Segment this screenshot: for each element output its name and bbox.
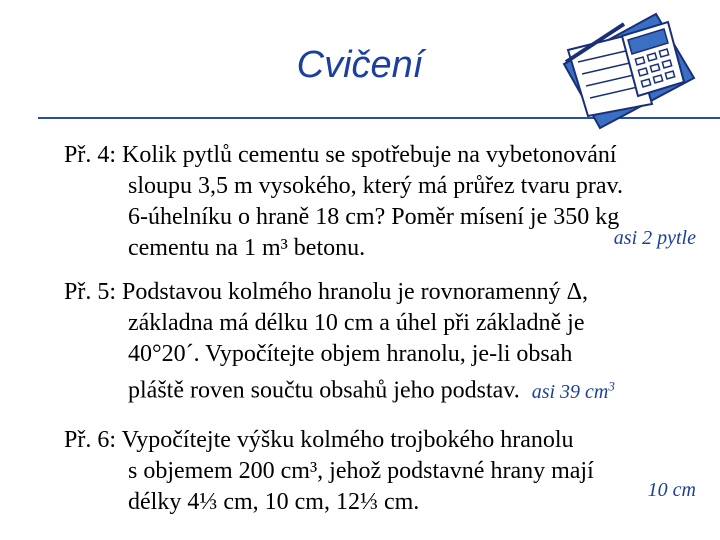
problem-5-line-2: základna má délku 10 cm a úhel při základně je — [128, 310, 585, 336]
problem-5-line-1: Podstavou kolmého hranolu je rovnoramenný Δ, — [122, 279, 589, 305]
problem-6-answer: 10 cm — [647, 479, 696, 501]
slide-title: Cvičení — [296, 44, 424, 86]
problem-6-line-2: s objemem 200 cm³, jehož podstavné hrany mají — [128, 458, 594, 484]
calculator-and-paper-icon — [560, 12, 698, 130]
problem-6 — [64, 425, 714, 518]
problem-6-label: Př. 6: — [64, 427, 117, 453]
problem-5-answer: asi 39 $cm^3$ — [531, 378, 615, 403]
problem-4-answer: asi 2 pytle — [613, 227, 696, 249]
problem-5-label: Př. 5: — [64, 279, 117, 305]
problem-4 — [64, 140, 714, 264]
problem-4-line-2: sloupu 3,5 m vysokého, který má průřez tvaru prav. — [128, 173, 623, 199]
problem-4-line-1: Kolik pytlů cementu se spotřebuje na vybetonování — [122, 142, 617, 168]
problem-5-line-4: pláště roven součtu obsahů jeho podstav. — [128, 377, 520, 404]
problem-6-line-1: Vypočítejte výšku kolmého trojbokého hranolu — [121, 427, 574, 453]
problem-4-line-3: 6-úhelníku o hraně 18 cm? Poměr mísení je 350 kg — [128, 204, 620, 230]
problem-4-line-4: cementu na 1 m³ betonu. — [128, 235, 366, 261]
problem-5 — [64, 277, 714, 404]
problem-5-line-3: 40°20´. Vypočítejte objem hranolu, je-li obsah — [128, 341, 573, 367]
problem-4-label: Př. 4: — [64, 142, 117, 168]
problem-6-line-3: délky 4⅓ cm, 10 cm, 12⅓ cm. — [128, 489, 420, 515]
